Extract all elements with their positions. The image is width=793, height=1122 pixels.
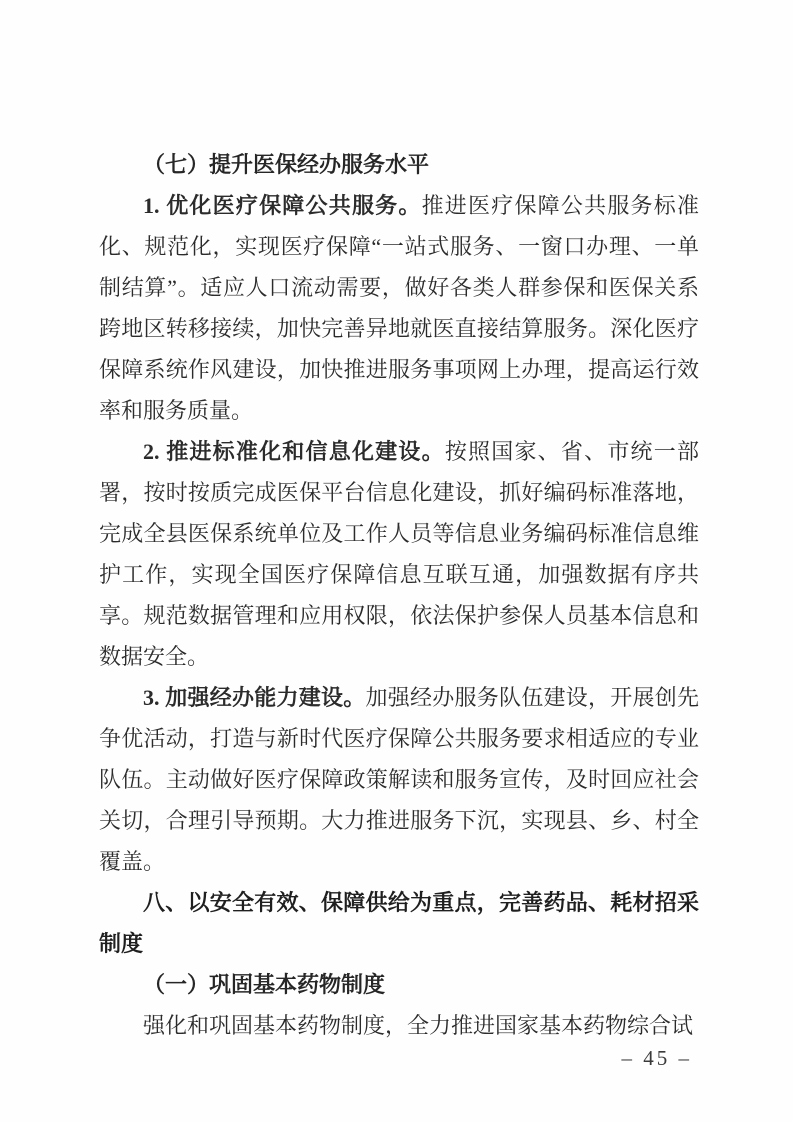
paragraph-3-text: 加强经办服务队伍建设，开展创先争优活动，打造与新时代医疗保障公共服务要求相适应的专业队伍。主动做好医疗保障政策解读和服务宣传，及时回应社会关切，合理引导预期。大力推进服务下沉，实现县、乡、村全覆盖。	[99, 685, 699, 874]
paragraph-4: 强化和巩固基本药物制度，全力推进国家基本药物综合试	[143, 1013, 694, 1038]
paragraph-1	[99, 185, 699, 431]
paragraph-3	[99, 677, 699, 882]
paragraph-2	[99, 431, 699, 677]
page-number: – 45 –	[621, 1046, 692, 1070]
section-heading-8: 八、以安全有效、保障供给为重点，完善药品、耗材招采制度	[99, 890, 699, 956]
paragraph-2-lead: 2. 推进标准化和信息化建设。	[143, 439, 445, 464]
document-body	[99, 144, 699, 1046]
paragraph-1-text: 推进医疗保障公共服务标准化、规范化，实现医疗保障“一站式服务、一窗口办理、一单制结算”。适应人口流动需要，做好各类人群参保和医保关系跨地区转移接续，加快完善异地就医直接结算服务。深化医疗保障系统作风建设，加快推进服务事项网上办理，提高运行效率和服务质量。	[99, 193, 699, 423]
paragraph-1-lead: 1. 优化医疗保障公共服务。	[143, 193, 422, 218]
section-heading-8-1: （一）巩固基本药物制度	[143, 972, 386, 997]
paragraph-3-lead: 3. 加强经办能力建设。	[143, 685, 366, 710]
section-heading-7: （七）提升医保经办服务水平	[143, 152, 430, 177]
paragraph-2-text: 按照国家、省、市统一部署，按时按质完成医保平台信息化建设，抓好编码标准落地，完成全县医保系统单位及工作人员等信息业务编码标准信息维护工作，实现全国医疗保障信息互联互通，加强数据有序共享。规范数据管理和应用权限，依法保护参保人员基本信息和数据安全。	[99, 439, 699, 669]
